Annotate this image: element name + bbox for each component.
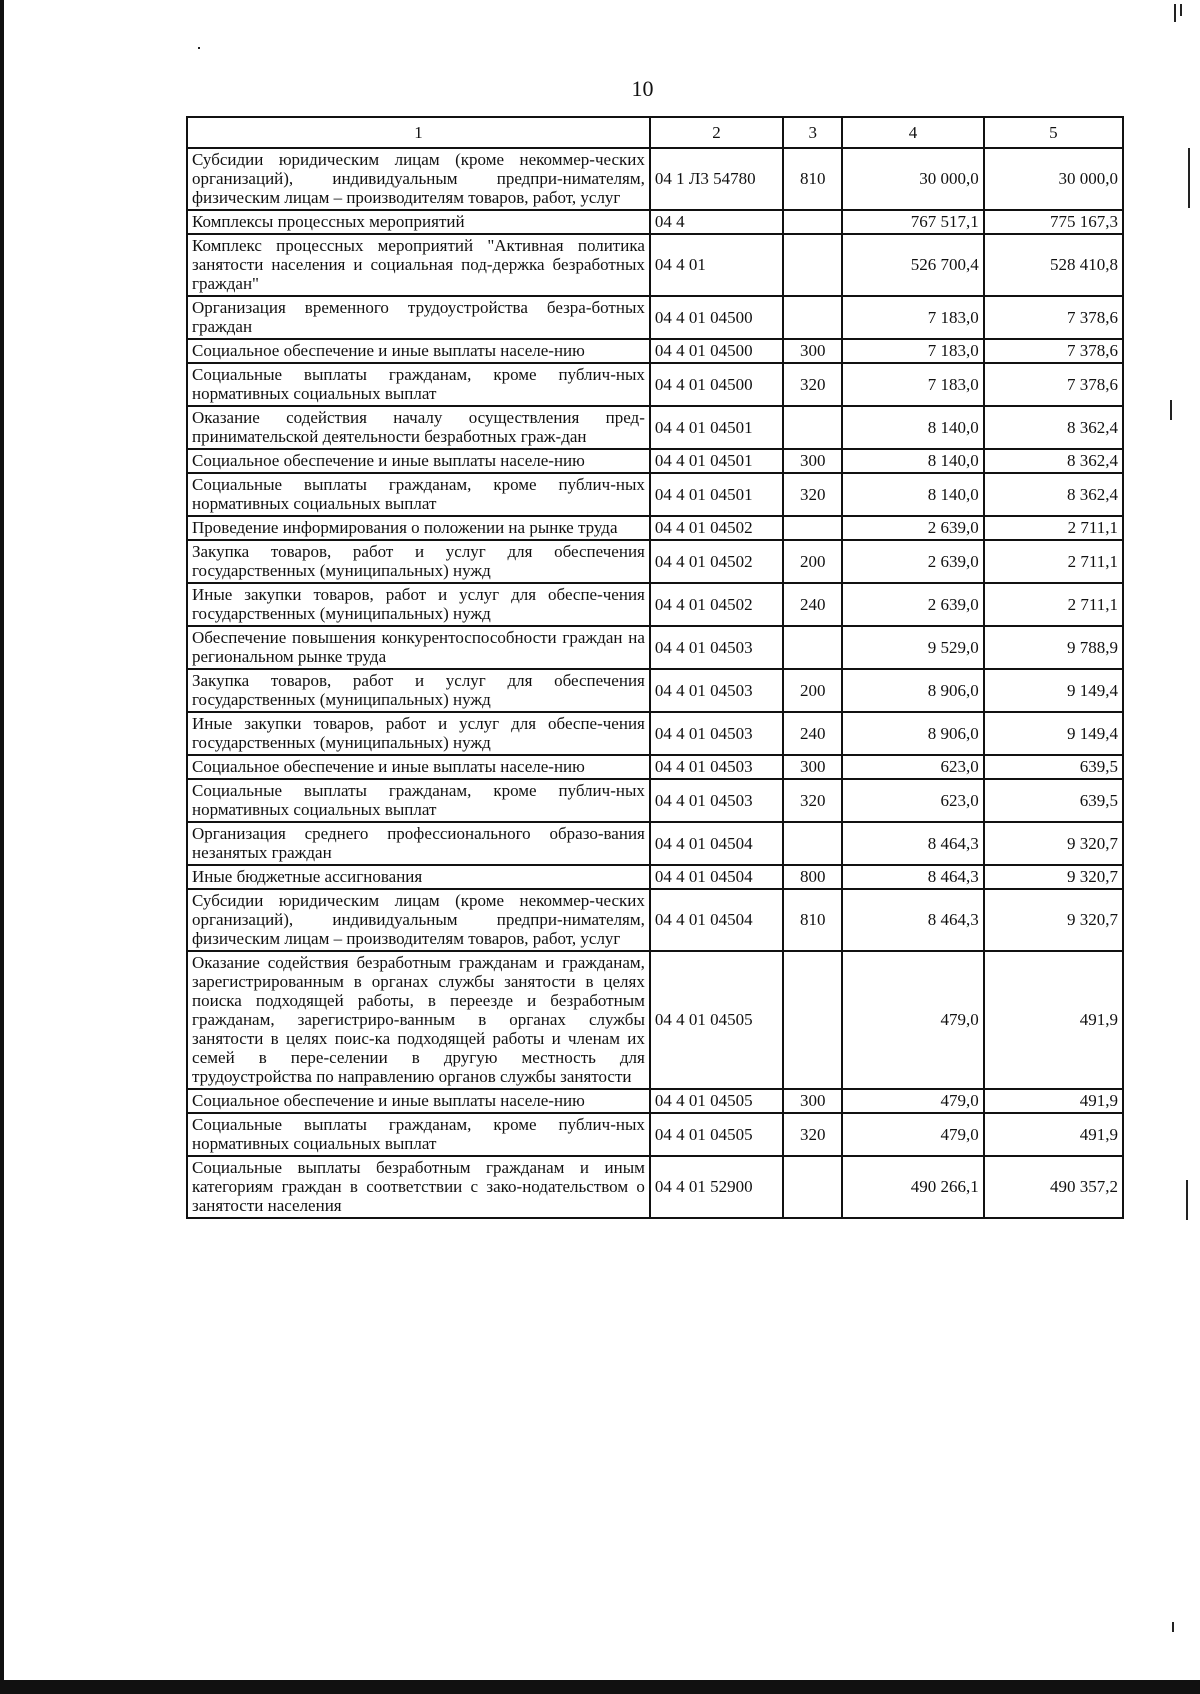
row-expense-type: 200 [783,669,842,712]
row-expense-type: 800 [783,865,842,889]
scan-speck [1186,1180,1188,1220]
row-amount-col5: 8 362,4 [984,473,1123,516]
table-row [187,339,1123,363]
table-row [187,669,1123,712]
table-row [187,540,1123,583]
row-expense-type [783,210,842,234]
column-header-5: 5 [984,117,1123,148]
table-row [187,1113,1123,1156]
row-code: 04 4 01 04502 [650,516,783,540]
row-expense-type [783,822,842,865]
row-amount-col5: 490 357,2 [984,1156,1123,1218]
row-name: Проведение информирования о положении на рынке труда [187,516,650,540]
row-amount-col5: 7 378,6 [984,339,1123,363]
table-row [187,1156,1123,1218]
row-expense-type: 320 [783,1113,842,1156]
row-expense-type: 240 [783,712,842,755]
table-row [187,210,1123,234]
row-name: Организация среднего профессионального образо-вания незанятых граждан [187,822,650,865]
row-expense-type [783,296,842,339]
row-amount-col5: 9 149,4 [984,669,1123,712]
row-name: Оказание содействия началу осуществления пред-принимательской деятельности безработных граж-дан [187,406,650,449]
row-name: Социальное обеспечение и иные выплаты населе-нию [187,1089,650,1113]
scan-speck [198,47,200,49]
row-code: 04 4 01 04500 [650,296,783,339]
row-amount-col5: 9 320,7 [984,865,1123,889]
row-code: 04 4 01 04505 [650,1089,783,1113]
row-name: Комплекс процессных мероприятий "Активная политика занятости населения и социальная под-держка безработных граждан" [187,234,650,296]
row-expense-type [783,951,842,1089]
table-row [187,1089,1123,1113]
row-name: Социальное обеспечение и иные выплаты населе-нию [187,339,650,363]
table-row [187,234,1123,296]
row-name: Социальные выплаты гражданам, кроме публич-ных нормативных социальных выплат [187,1113,650,1156]
row-amount-col4: 479,0 [842,951,983,1089]
column-header-1: 1 [187,117,650,148]
column-header-4: 4 [842,117,983,148]
header-row [187,117,1123,148]
row-name: Оказание содействия безработным гражданам и гражданам, зарегистрированным в органах службы занятости в целях поиска подходящей работы, в переезде и безработным гражданам, зарегистриро-ванным в органах службы занятости в целях поис-ка подходящей работы и членам их семей в пере-селении в другую местность для трудоустройства по направлению органов службы занятости [187,951,650,1089]
row-amount-col4: 8 464,3 [842,822,983,865]
row-name: Иные бюджетные ассигнования [187,865,650,889]
row-expense-type: 200 [783,540,842,583]
row-expense-type: 300 [783,1089,842,1113]
row-name: Субсидии юридическим лицам (кроме некоммер-ческих организаций), индивидуальным предпри-нимателям, физическим лицам – производителям товаров, работ, услуг [187,148,650,210]
row-amount-col4: 2 639,0 [842,583,983,626]
table-row [187,363,1123,406]
row-name: Комплексы процессных мероприятий [187,210,650,234]
row-amount-col5: 2 711,1 [984,540,1123,583]
row-amount-col4: 2 639,0 [842,540,983,583]
row-code: 04 4 01 04500 [650,339,783,363]
row-amount-col5: 9 320,7 [984,822,1123,865]
row-amount-col5: 9 149,4 [984,712,1123,755]
table-body [187,148,1123,1218]
row-amount-col4: 9 529,0 [842,626,983,669]
row-code: 04 4 01 04501 [650,473,783,516]
row-expense-type [783,516,842,540]
table-row [187,889,1123,951]
row-code: 04 4 01 04503 [650,779,783,822]
row-amount-col5: 491,9 [984,1113,1123,1156]
row-amount-col5: 9 320,7 [984,889,1123,951]
row-name: Организация временного трудоустройства безра-ботных граждан [187,296,650,339]
row-code: 04 4 01 04503 [650,669,783,712]
row-amount-col4: 7 183,0 [842,363,983,406]
row-expense-type [783,1156,842,1218]
budget-table [186,116,1124,1219]
table-row [187,148,1123,210]
row-amount-col4: 479,0 [842,1089,983,1113]
row-expense-type: 300 [783,339,842,363]
row-name: Субсидии юридическим лицам (кроме некоммер-ческих организаций), индивидуальным предпри-нимателям, физическим лицам – производителям товаров, работ, услуг [187,889,650,951]
table-row [187,755,1123,779]
row-expense-type: 320 [783,473,842,516]
row-amount-col5: 2 711,1 [984,583,1123,626]
row-code: 04 4 01 04503 [650,712,783,755]
row-code: 04 1 Л3 54780 [650,148,783,210]
table-row [187,712,1123,755]
row-amount-col4: 623,0 [842,779,983,822]
row-amount-col5: 491,9 [984,951,1123,1089]
row-code: 04 4 01 04503 [650,755,783,779]
scan-speck [1170,400,1172,420]
row-amount-col4: 526 700,4 [842,234,983,296]
row-name: Закупка товаров, работ и услуг для обеспечения государственных (муниципальных) нужд [187,669,650,712]
row-amount-col5: 491,9 [984,1089,1123,1113]
table-row [187,822,1123,865]
row-expense-type: 240 [783,583,842,626]
row-code: 04 4 01 04501 [650,449,783,473]
row-name: Социальные выплаты безработным гражданам и иным категориям граждан в соответствии с зако-нодательством о занятости населения [187,1156,650,1218]
table-row [187,406,1123,449]
row-code: 04 4 01 04501 [650,406,783,449]
row-code: 04 4 01 04504 [650,822,783,865]
row-expense-type [783,406,842,449]
table-row [187,951,1123,1089]
column-header-3: 3 [783,117,842,148]
row-name: Социальное обеспечение и иные выплаты населе-нию [187,755,650,779]
row-expense-type: 320 [783,779,842,822]
row-name: Социальные выплаты гражданам, кроме публич-ных нормативных социальных выплат [187,473,650,516]
row-amount-col4: 8 906,0 [842,712,983,755]
row-code: 04 4 01 04500 [650,363,783,406]
row-amount-col4: 30 000,0 [842,148,983,210]
row-code: 04 4 01 04504 [650,865,783,889]
row-amount-col5: 639,5 [984,755,1123,779]
row-expense-type: 810 [783,889,842,951]
row-amount-col5: 8 362,4 [984,406,1123,449]
row-amount-col4: 8 140,0 [842,473,983,516]
row-code: 04 4 01 04503 [650,626,783,669]
table-row [187,449,1123,473]
row-expense-type: 300 [783,755,842,779]
row-amount-col5: 2 711,1 [984,516,1123,540]
row-amount-col5: 528 410,8 [984,234,1123,296]
scan-speck [1180,4,1182,16]
table-row [187,583,1123,626]
row-code: 04 4 01 04502 [650,540,783,583]
row-amount-col4: 623,0 [842,755,983,779]
table-row [187,473,1123,516]
row-amount-col4: 8 140,0 [842,449,983,473]
table-row [187,296,1123,339]
row-amount-col4: 7 183,0 [842,296,983,339]
table-row [187,865,1123,889]
column-header-2: 2 [650,117,783,148]
row-expense-type [783,234,842,296]
row-code: 04 4 01 52900 [650,1156,783,1218]
row-name: Иные закупки товаров, работ и услуг для обеспе-чения государственных (муниципальных) нужд [187,712,650,755]
row-amount-col4: 8 906,0 [842,669,983,712]
scan-speck [1172,1622,1174,1632]
row-amount-col4: 8 140,0 [842,406,983,449]
row-amount-col4: 8 464,3 [842,889,983,951]
table-header [187,117,1123,148]
row-amount-col4: 7 183,0 [842,339,983,363]
row-amount-col4: 2 639,0 [842,516,983,540]
row-name: Социальные выплаты гражданам, кроме публич-ных нормативных социальных выплат [187,363,650,406]
table-row [187,516,1123,540]
row-expense-type: 300 [783,449,842,473]
row-expense-type: 320 [783,363,842,406]
row-name: Иные закупки товаров, работ и услуг для обеспе-чения государственных (муниципальных) нужд [187,583,650,626]
row-code: 04 4 01 04505 [650,951,783,1089]
scan-speck [1174,4,1176,22]
row-name: Социальные выплаты гражданам, кроме публич-ных нормативных социальных выплат [187,779,650,822]
row-amount-col5: 9 788,9 [984,626,1123,669]
row-code: 04 4 [650,210,783,234]
row-code: 04 4 01 04504 [650,889,783,951]
row-amount-col5: 7 378,6 [984,296,1123,339]
row-amount-col5: 639,5 [984,779,1123,822]
row-name: Обеспечение повышения конкурентоспособности граждан на региональном рынке труда [187,626,650,669]
row-code: 04 4 01 04505 [650,1113,783,1156]
row-amount-col4: 479,0 [842,1113,983,1156]
scan-speck [1188,148,1190,208]
row-code: 04 4 01 [650,234,783,296]
row-name: Закупка товаров, работ и услуг для обеспечения государственных (муниципальных) нужд [187,540,650,583]
row-name: Социальное обеспечение и иные выплаты населе-нию [187,449,650,473]
row-expense-type [783,626,842,669]
row-amount-col4: 490 266,1 [842,1156,983,1218]
row-amount-col5: 30 000,0 [984,148,1123,210]
row-amount-col4: 8 464,3 [842,865,983,889]
row-code: 04 4 01 04502 [650,583,783,626]
page-number: 10 [631,76,654,101]
row-amount-col4: 767 517,1 [842,210,983,234]
row-amount-col5: 8 362,4 [984,449,1123,473]
row-amount-col5: 775 167,3 [984,210,1123,234]
row-amount-col5: 7 378,6 [984,363,1123,406]
table-row [187,626,1123,669]
row-expense-type: 810 [783,148,842,210]
table-row [187,779,1123,822]
